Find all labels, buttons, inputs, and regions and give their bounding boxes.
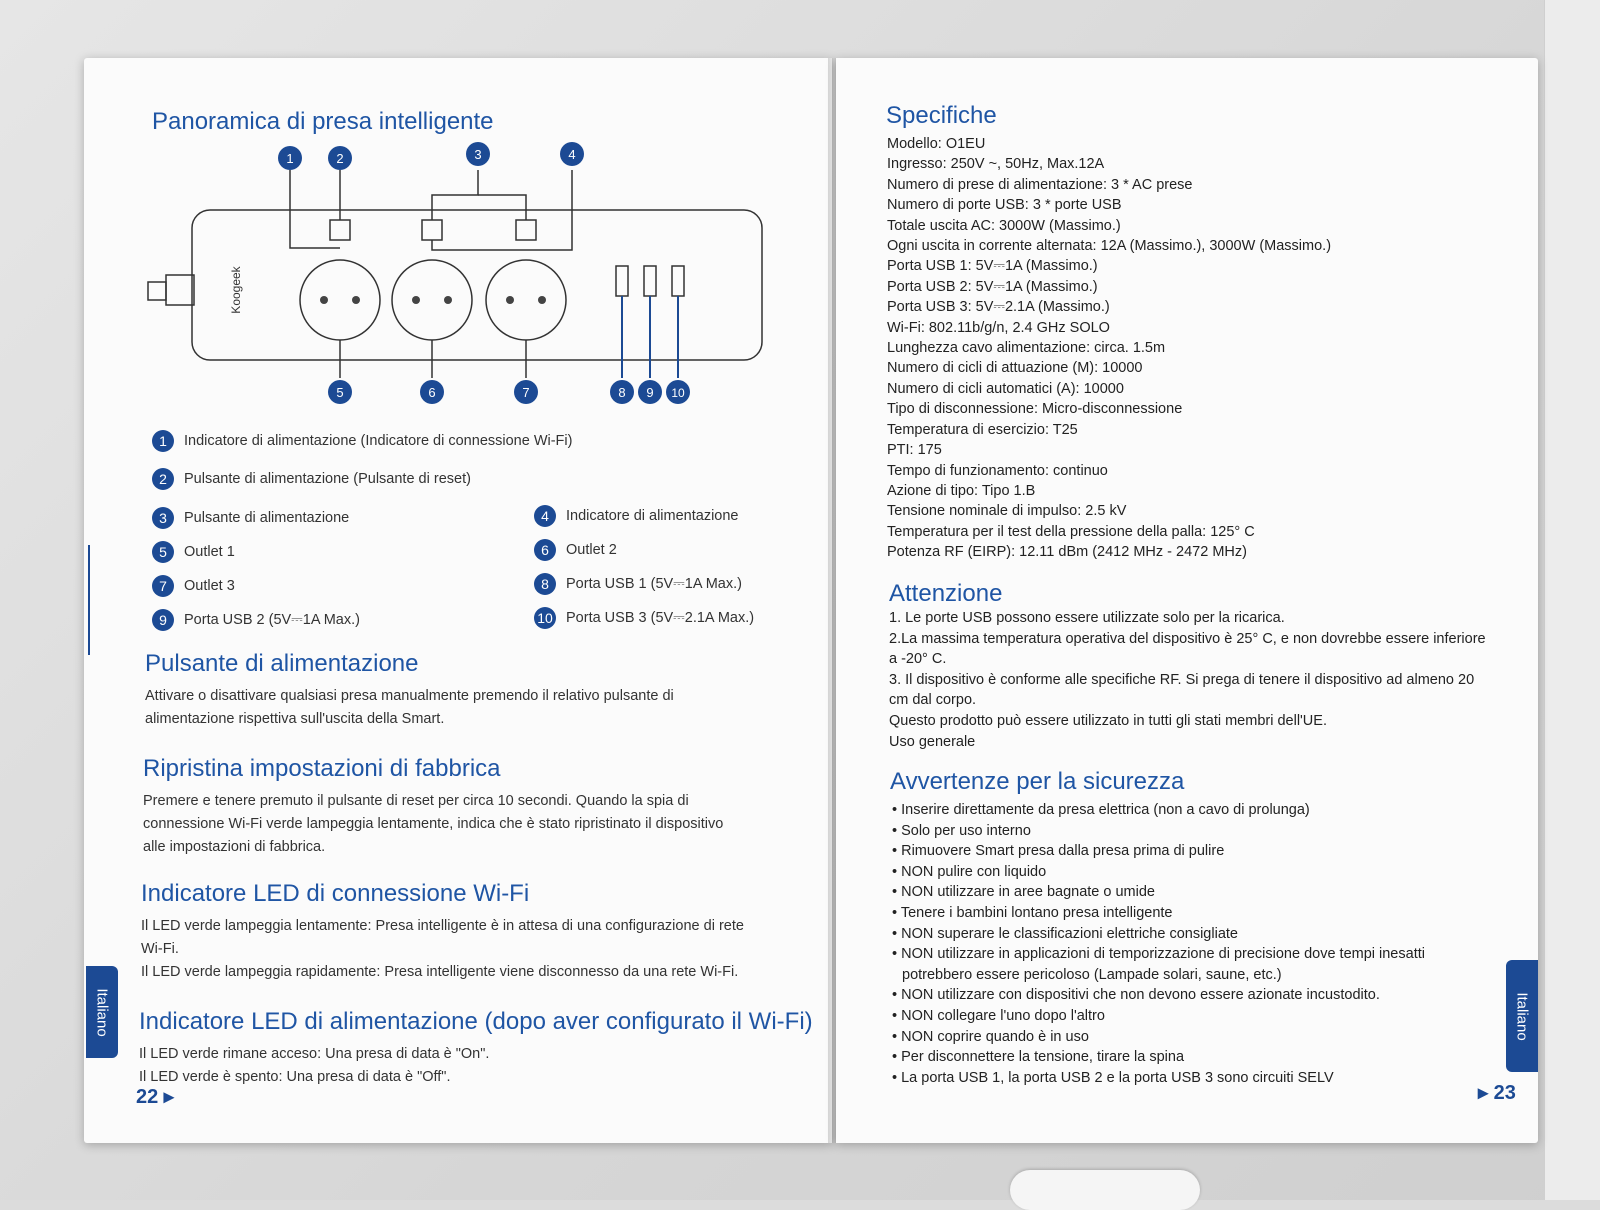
- attention-heading: Attenzione: [889, 580, 1003, 607]
- safety-item: • Tenere i bambini lontano presa intelligente: [892, 904, 1173, 921]
- safety-item: • Inserire direttamente da presa elettrica (non a cavo di prolunga): [892, 802, 1310, 818]
- socket-2: [392, 260, 472, 340]
- callout-6: 6: [428, 385, 436, 400]
- attention-line: a -20° C.: [889, 651, 947, 668]
- power-strip-diagram: [140, 140, 790, 430]
- callout-8: 8: [618, 385, 626, 400]
- spec-line: Modello: O1EU: [887, 136, 986, 152]
- section-body-power-button: [145, 685, 674, 731]
- margin-marker: [88, 545, 90, 655]
- legend-item-2: [152, 468, 471, 490]
- spec-line: Numero di prese di alimentazione: 3 * AC prese: [887, 176, 1193, 193]
- language-tab-label: Italiano: [93, 987, 111, 1037]
- spec-line: Temperatura di esercizio: T25: [887, 421, 1078, 438]
- spec-line: Lunghezza cavo alimentazione: circa. 1.5m: [887, 340, 1166, 357]
- legend-item-9: [152, 609, 360, 631]
- legend-number: 1: [152, 430, 174, 452]
- safety-item: • Per disconnettere la tensione, tirare la spina: [892, 1049, 1185, 1066]
- callout-9: 9: [646, 385, 654, 400]
- strip-body: [192, 210, 762, 360]
- callout-10: 10: [671, 386, 685, 400]
- legend-item-3: [152, 507, 349, 529]
- usb-port-2: [644, 266, 656, 296]
- callout-1: 1: [286, 151, 294, 166]
- spec-line: Numero di cicli automatici (A): 10000: [887, 380, 1124, 397]
- callout-4: 4: [568, 147, 576, 162]
- legend-item-7: [152, 575, 235, 597]
- body-line: Attivare o disattivare qualsiasi presa manualmente premendo il relativo pulsante di: [145, 688, 674, 704]
- section-heading-factory-reset: Ripristina impostazioni di fabbrica: [143, 755, 501, 782]
- legend-number: 3: [152, 507, 174, 529]
- legend-item-10: [534, 607, 754, 629]
- legend-number: 9: [152, 609, 174, 631]
- attention-line: cm dal corpo.: [889, 692, 977, 709]
- callout-3: 3: [474, 147, 482, 162]
- safety-list: [892, 800, 1425, 1088]
- legend-number: 6: [534, 539, 556, 561]
- callout-5: 5: [336, 385, 344, 400]
- section-body-factory-reset: [143, 790, 723, 859]
- legend-number: 5: [152, 541, 174, 563]
- legend-number: 4: [534, 505, 556, 527]
- legend-number: 7: [152, 575, 174, 597]
- spec-line: Totale uscita AC: 3000W (Massimo.): [887, 217, 1121, 234]
- legend-text: Pulsante di alimentazione (Pulsante di reset): [184, 471, 471, 487]
- spec-line: Potenza RF (EIRP): 12.11 dBm (2412 MHz - 2472 MHz): [887, 544, 1247, 561]
- spec-line: Azione di tipo: Tipo 1.B: [887, 482, 1036, 499]
- language-tab-label: Italiano: [1513, 991, 1531, 1041]
- spec-line: Numero di cicli di attuazione (M): 10000: [887, 360, 1143, 377]
- legend-text: Outlet 3: [184, 578, 235, 594]
- socket-1: [300, 260, 380, 340]
- spec-line: Numero di porte USB: 3 * porte USB: [887, 197, 1122, 214]
- button-2: [422, 220, 442, 240]
- spec-line: Ingresso: 250V ~, 50Hz, Max.12A: [887, 156, 1105, 173]
- body-line: alle impostazioni di fabbrica.: [143, 839, 326, 855]
- language-tab-right: [1506, 960, 1538, 1072]
- safety-item: • NON pulire con liquido: [892, 863, 1047, 880]
- safety-item: • Rimuovere Smart presa dalla presa prima di pulire: [892, 843, 1225, 860]
- socket-3: [486, 260, 566, 340]
- body-line: Wi-Fi.: [141, 941, 179, 957]
- usb-port-3: [672, 266, 684, 296]
- legend-text: Indicatore di alimentazione: [566, 508, 739, 524]
- legend-item-6: [534, 539, 617, 561]
- legend-item-8: [534, 573, 742, 595]
- specs-list: [887, 134, 1331, 563]
- spec-line: Porta USB 3: 5V⎓2.1A (Massimo.): [887, 299, 1110, 316]
- legend-number: 2: [152, 468, 174, 490]
- body-line: connessione Wi-Fi verde lampeggia lentamente, indica che è stato ripristinato il dispositivo: [143, 816, 724, 832]
- table-edge: [1544, 0, 1600, 1200]
- legend-text: Indicatore di alimentazione (Indicatore di connessione Wi-Fi): [184, 433, 573, 449]
- legend-text: Porta USB 2 (5V⎓1A Max.): [184, 612, 360, 628]
- body-line: Il LED verde lampeggia rapidamente: Presa intelligente viene disconnesso da una rete Wi-Fi.: [141, 964, 739, 980]
- page-number-right: ▸ 23: [1478, 1082, 1516, 1104]
- attention-line: 2.La massima temperatura operativa del dispositivo è 25° C, e non dovrebbe essere inferiore: [889, 630, 1486, 647]
- safety-item: • NON superare le classificazioni elettriche consigliate: [892, 925, 1238, 942]
- safety-item: • Solo per uso interno: [892, 822, 1031, 839]
- safety-item: • NON utilizzare in aree bagnate o umide: [892, 884, 1155, 901]
- body-line: Il LED verde è spento: Una presa di data è "Off".: [139, 1069, 451, 1085]
- body-line: alimentazione rispettiva sull'uscita della Smart.: [145, 711, 445, 727]
- spec-line: Porta USB 2: 5V⎓1A (Massimo.): [887, 278, 1098, 295]
- plug-stub: [148, 282, 166, 300]
- legend-number: 8: [534, 573, 556, 595]
- body-line: Il LED verde rimane acceso: Una presa di data è "On".: [139, 1046, 490, 1062]
- legend-text: Outlet 2: [566, 542, 617, 558]
- safety-item: • NON collegare l'uno dopo l'altro: [892, 1007, 1105, 1024]
- safety-item: • NON utilizzare con dispositivi che non devono essere azionate incustodito.: [892, 987, 1380, 1004]
- section-heading-power-button: Pulsante di alimentazione: [145, 650, 419, 677]
- legend-text: Pulsante di alimentazione: [184, 510, 350, 526]
- safety-item-continued: potrebbero essere pericoloso (Lampade solari, saune, etc.): [902, 966, 1282, 983]
- page-number-left: 22 ▸: [136, 1086, 174, 1108]
- section-heading-wifi-led: Indicatore LED di connessione Wi-Fi: [141, 880, 530, 907]
- spec-line: Tempo di funzionamento: continuo: [887, 462, 1108, 479]
- callout-7: 7: [522, 385, 530, 400]
- power-cable: [1010, 1170, 1200, 1210]
- safety-item: • NON utilizzare in applicazioni di temporizzazione di precisione dove tempi inesatti: [892, 946, 1425, 963]
- section-body-wifi-led: [141, 915, 744, 984]
- safety-item: • La porta USB 1, la porta USB 2 e la porta USB 3 sono circuiti SELV: [892, 1069, 1334, 1086]
- attention-line: 1. Le porte USB possono essere utilizzate solo per la ricarica.: [889, 610, 1285, 626]
- specs-heading: Specifiche: [886, 102, 997, 129]
- section-body-power-led: [139, 1043, 489, 1089]
- attention-line: Questo prodotto può essere utilizzato in tutti gli stati membri dell'UE.: [889, 712, 1327, 729]
- spec-line: Wi-Fi: 802.11b/g/n, 2.4 GHz SOLO: [887, 319, 1110, 336]
- safety-item: • NON coprire quando è in uso: [892, 1028, 1089, 1045]
- legend-item-4: [534, 505, 739, 527]
- brand-label: Koogeek: [229, 266, 243, 314]
- spec-line: Temperatura per il test della pressione della palla: 125° C: [887, 523, 1255, 540]
- legend-item-1: [152, 430, 572, 452]
- usb-port-1: [616, 266, 628, 296]
- body-line: Premere e tenere premuto il pulsante di reset per circa 10 secondi. Quando la spia di: [143, 793, 689, 809]
- language-tab-left: [86, 966, 118, 1058]
- spec-line: PTI: 175: [887, 442, 942, 459]
- legend-text: Porta USB 1 (5V⎓1A Max.): [566, 576, 742, 592]
- safety-heading: Avvertenze per la sicurezza: [890, 768, 1185, 795]
- overview-title: Panoramica di presa intelligente: [152, 108, 494, 135]
- legend-item-5: [152, 541, 235, 563]
- section-heading-power-led: Indicatore LED di alimentazione (dopo aver configurato il Wi-Fi): [139, 1008, 813, 1035]
- button-3: [516, 220, 536, 240]
- legend-text: Outlet 1: [184, 544, 235, 560]
- legend-number: 10: [534, 607, 556, 629]
- spec-line: Porta USB 1: 5V⎓1A (Massimo.): [887, 258, 1098, 275]
- legend-text: Porta USB 3 (5V⎓2.1A Max.): [566, 610, 755, 626]
- button-1: [330, 220, 350, 240]
- attention-line: Uso generale: [889, 733, 976, 750]
- spec-line: Tensione nominale di impulso: 2.5 kV: [887, 503, 1127, 520]
- spec-line: Tipo di disconnessione: Micro-disconnessione: [887, 401, 1183, 418]
- spec-line: Ogni uscita in corrente alternata: 12A (Massimo.), 3000W (Massimo.): [887, 238, 1332, 255]
- attention-body: [889, 608, 1486, 752]
- body-line: Il LED verde lampeggia lentamente: Presa intelligente è in attesa di una configurazione di rete: [141, 918, 744, 934]
- attention-line: 3. Il dispositivo è conforme alle specifiche RF. Si prega di tenere il dispositivo ad almeno 20: [889, 671, 1475, 688]
- plug-connector: [166, 275, 194, 305]
- callout-2: 2: [336, 151, 344, 166]
